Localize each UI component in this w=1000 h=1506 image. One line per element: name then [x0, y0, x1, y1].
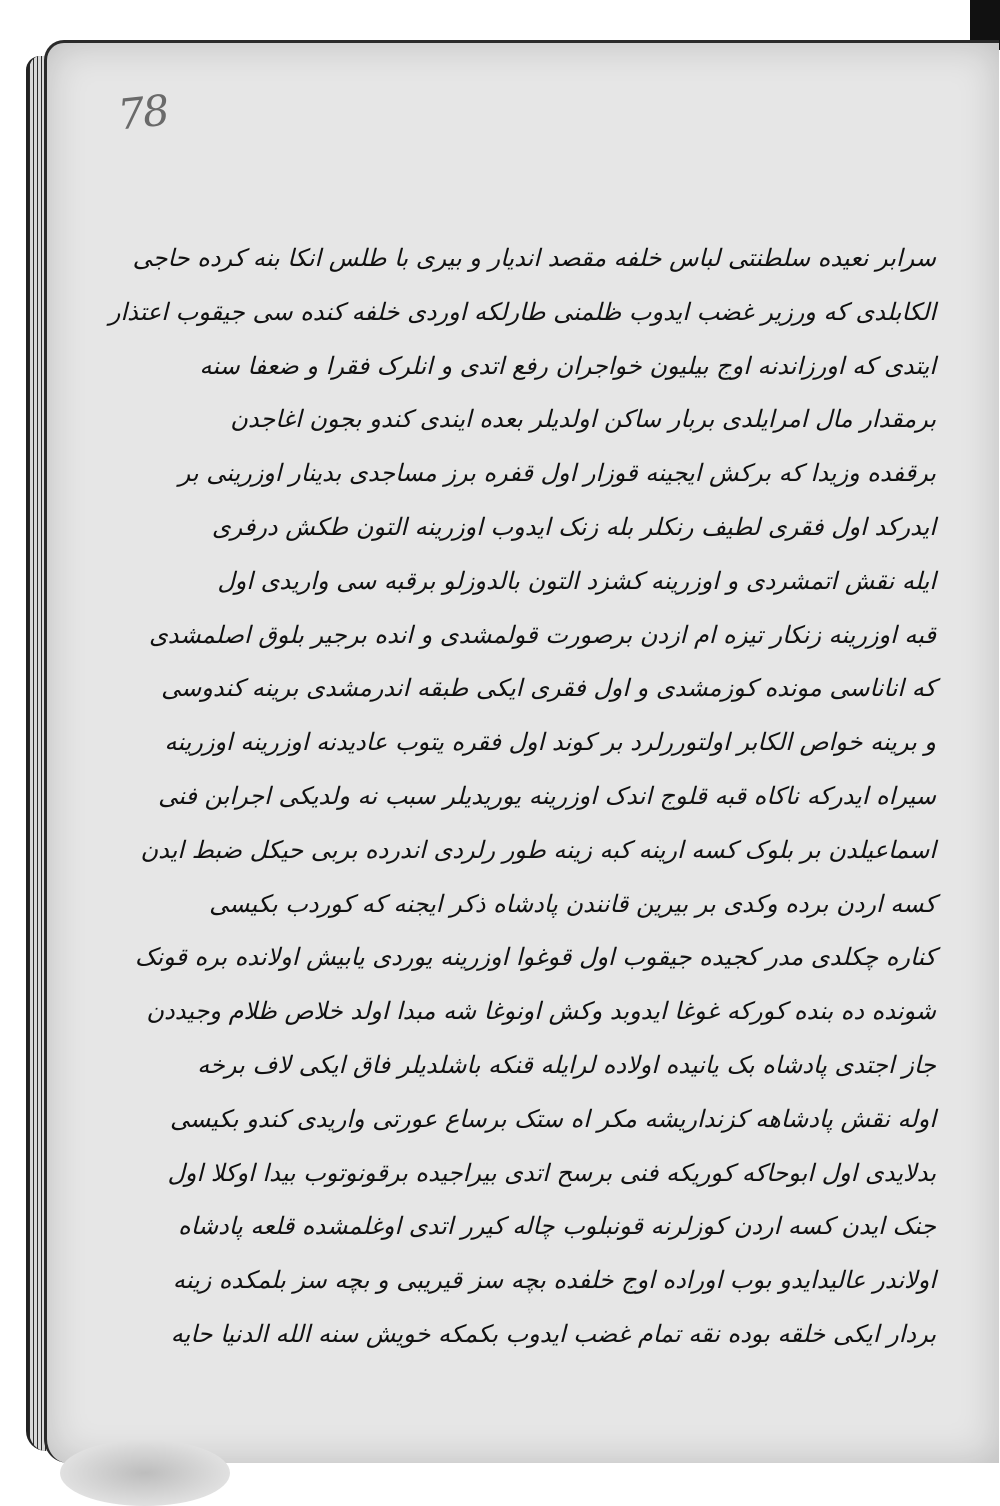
- page-corner-shadow: [60, 1440, 230, 1506]
- manuscript-text-block: [108, 232, 936, 1362]
- text-line: اولاندر عالیدایدو بوب اوراده اوج خلفده بچه سز قیریبی و بچه سز بلمکده زینه: [172, 1266, 936, 1295]
- text-line: ایله نقش اتمشردی و اوزرینه کشزد التون بالدوزلو برقبه سی واریدی اول: [217, 566, 936, 595]
- text-line: برقفده وزیدا که برکش ایجینه قوزار اول قفره برز مساجدی بدینار اوزرینی بر: [178, 459, 936, 488]
- text-line: بردار ایکی خلقه بوده نقه تمام غضب ایدوب بکمکه خویش سنه الله الدنیا حایه: [170, 1319, 936, 1348]
- text-line: اوله نقش پادشاهه کزنداریشه مکر اه ستک برساع عورتی واریدی کندو بکیسی: [170, 1104, 936, 1133]
- text-line: ایدرکد اول فقری لطیف رنکلر بله زنک ایدوب اوزرینه التون طکش درفری: [211, 512, 936, 541]
- text-line: الکابلدی که ورزیر غضب ایدوب ظلمنی طارلکه اوردی خلفه کنده سی جیقوب اعتذار: [108, 297, 936, 326]
- text-line: قبه اوزرینه زنکار تیزه ام ازدن برصورت قولمشدی و انده برجیر بلوق اصلمشدی: [148, 620, 936, 649]
- text-line: اسماعیلدن بر بلوک کسه ارینه کبه زینه طور رلردی اندرده بربی حیکل ضبط ایدن: [140, 835, 936, 864]
- text-line: ایتدی که اورزاندنه اوج بیلیون خواجران رفع اتدی و انلرک فقرا و ضعفا سنه: [199, 351, 936, 380]
- text-line: سرابر نعیده سلطنتی لباس خلفه مقصد اندیار و بیری با طلس انکا بنه کرده حاجی: [132, 244, 936, 272]
- text-line: کسه اردن برده وکدی بر بیرین قانندن پادشاه ذکر ایجنه که کوردب بکیسی: [209, 889, 936, 918]
- text-line: برمقدار مال امرایلدی بربار ساکن اولدیلر بعده ایندی کندو بجون اغاجدن: [230, 405, 936, 434]
- text-line: بدلایدی اول ابوحاکه کوریکه فنی برسح اتدی بیراجیده برقونوتوب بیدا اوکلا اول: [167, 1158, 936, 1187]
- text-line: کناره چکلدی مدر کجیده جیقوب اول قوغوا اوزرینه یوردی یابیش اولانده بره قونک: [134, 943, 936, 972]
- folio-number: 78: [115, 85, 170, 140]
- text-line: شونده ده بنده کورکه غوغا ایدوبد وکش اونوغا شه مبدا اولد خلاص ظلام وجیددن: [146, 997, 936, 1026]
- text-line: سیراه ایدرکه ناکاه قبه قلوج اندک اوزرینه یوریدیلر سبب نه ولدیکی اجرابن فنی: [158, 781, 936, 810]
- text-line: و برینه خواص الکابر اولتوررلرد بر کوند اول فقره یتوب عادیدنه اوزرینه اوزرینه: [164, 728, 936, 757]
- text-line: جاز اجتدی پادشاه بک یانیده اولاده لرایله قنکه باشلدیلر فاق ایکی لاف برخه: [197, 1050, 936, 1079]
- text-line: جنک ایدن کسه اردن کوزلرنه قونبلوب چاله کیرر اتدی اوغلمشده قلعه پادشاه: [178, 1212, 936, 1241]
- text-line: که اناناسی مونده کوزمشدی و اول فقری ایکی طبقه اندرمشدی برینه کندوسی: [161, 674, 936, 703]
